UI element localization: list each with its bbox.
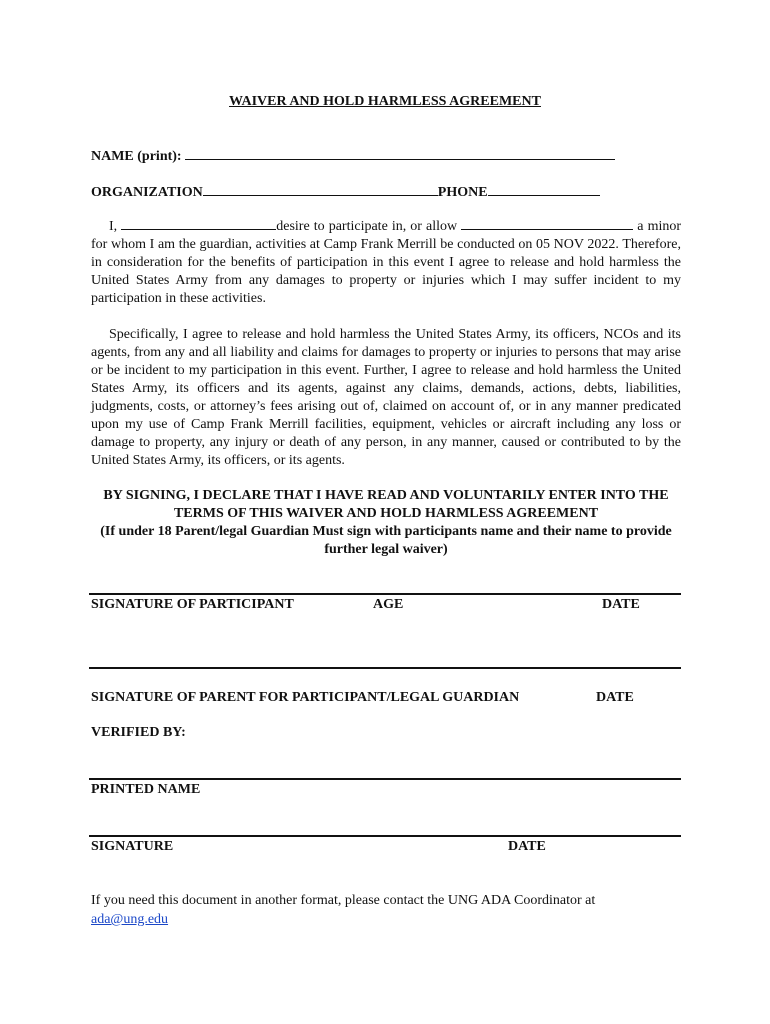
organization-blank[interactable] [203, 183, 438, 196]
declaration-line-2: (If under 18 Parent/legal Guardian Must sign with participants name and their name to provide further legal waiver) [100, 524, 672, 557]
organization-label: ORGANIZATION [91, 185, 203, 200]
parent-signature-line[interactable] [89, 667, 681, 669]
paragraph-2 [91, 326, 681, 470]
para1-start: I, [109, 219, 118, 234]
printed-name-line[interactable] [89, 778, 681, 780]
printed-name-label: PRINTED NAME [91, 782, 201, 797]
participant-signature-line[interactable] [89, 593, 681, 595]
signature-date-label: DATE [508, 839, 546, 854]
minor-name-blank[interactable] [461, 218, 633, 230]
parent-date-label: DATE [596, 690, 634, 705]
declaration-line-1: BY SIGNING, I DECLARE THAT I HAVE READ AND VOLUNTARILY ENTER INTO THE TERMS OF THIS WAIVER AND HOLD HARMLESS AGREEMENT [103, 488, 669, 521]
para1-middle: desire to participate in, or allow [276, 219, 458, 234]
age-label: AGE [373, 597, 404, 612]
name-label: NAME (print): [91, 149, 182, 164]
paragraph-1 [91, 218, 681, 308]
declaration [91, 487, 681, 559]
para1-end: a minor for whom I am the guardian, activities at Camp Frank Merrill be conducted on 05 NOV 2022. Therefore, in consideration for the benefits of participation in this event I agree to release and hold harmless the United States Army from any damages to property or injuries which I may suffer incident to my participation in these activities. [91, 219, 682, 306]
phone-blank[interactable] [488, 183, 600, 196]
para2-text: Specifically, I agree to release and hold harmless the United States Army, its officers, NCOs and its agents, from any and all liability and claims for damages to property or injuries to persons that may arise or be incident to my participation in this event. Further, I agree to release and hold harmless the United States Army, its officers and its agents, against any claims, demands, actions, debts, liabilities, judgments, costs, or attorney’s fees arising out of, claimed on account of, or in any manner predicated upon my use of Camp Frank Merrill facilities, equipment, vehicles or aircraft including any loss or damage to property, any injury or death of any person, in any manner, caused or contributed to by the United States Army, its officers, or its agents. [91, 327, 681, 468]
page-title: WAIVER AND HOLD HARMLESS AGREEMENT [229, 94, 541, 109]
signature-label: SIGNATURE [91, 839, 174, 854]
participant-date-label: DATE [602, 597, 640, 612]
name-blank[interactable] [185, 147, 615, 160]
parent-signature-label: SIGNATURE OF PARENT FOR PARTICIPANT/LEGAL GUARDIAN [91, 690, 520, 705]
participant-signature-label: SIGNATURE OF PARTICIPANT [91, 597, 294, 612]
footer-text: If you need this document in another format, please contact the UNG ADA Coordinator at [91, 893, 596, 908]
organization-row [91, 183, 600, 201]
signature-line[interactable] [89, 835, 681, 837]
footer [91, 891, 681, 929]
participant-name-blank[interactable] [121, 218, 276, 230]
ada-email-link[interactable]: ada@ung.edu [91, 912, 169, 927]
name-row [91, 147, 615, 165]
phone-label: PHONE [437, 185, 488, 200]
verified-by-label: VERIFIED BY: [91, 725, 186, 740]
